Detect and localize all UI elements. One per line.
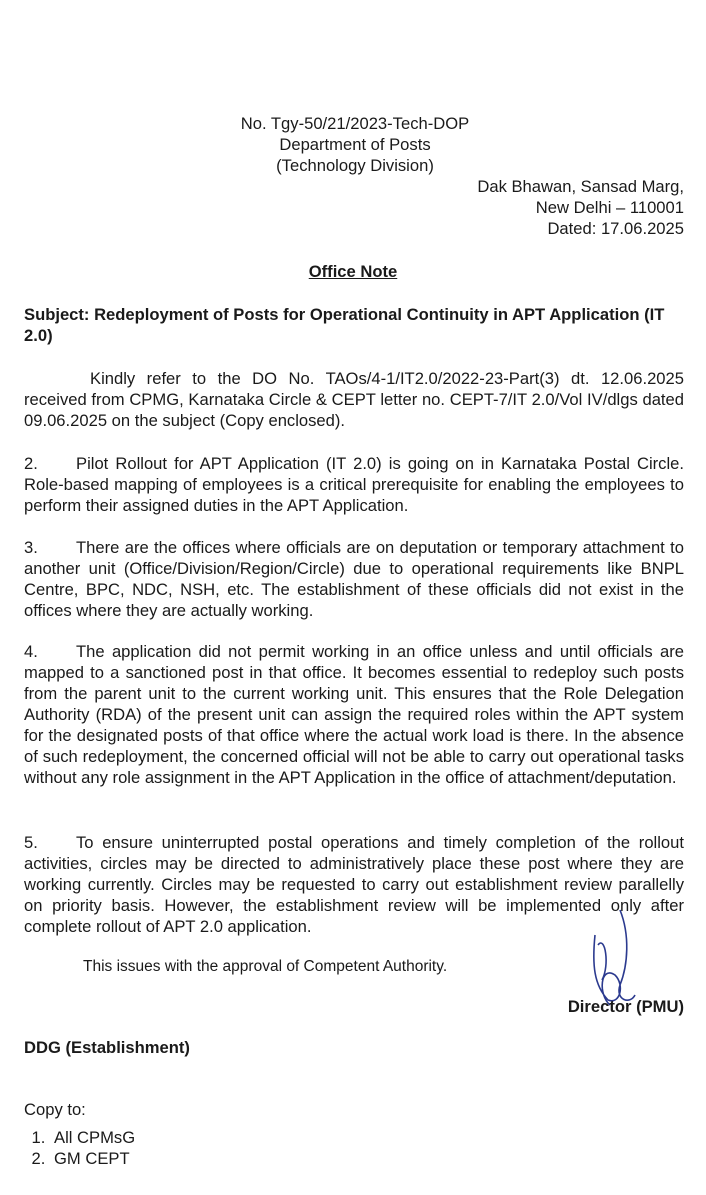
addressee: DDG (Establishment) <box>24 1038 190 1057</box>
paragraph-number: 5. <box>24 833 38 852</box>
address-block <box>477 176 684 239</box>
copy-to-section <box>24 1099 135 1169</box>
paragraph-number: 2. <box>24 454 38 473</box>
address-line-1: Dak Bhawan, Sansad Marg, <box>477 177 684 196</box>
paragraph-text: The application did not permit working in an office unless and until officials are mapped to a sanctioned post in that office. It becomes essential to redeploy such posts from the parent unit to the current working unit. This ensures that the Role Delegation Authority (RDA) of the present unit can assign the required roles within the APT system for the designated posts of that office where the actual work load is there. In the absence of such redeployment, the concerned official will not be able to carry out operational tasks without any role assignment in the APT Application in the office of attachment/deputation. <box>24 642 684 787</box>
paragraph-2 <box>24 453 684 516</box>
paragraph-number: 3. <box>24 538 38 557</box>
subject: Subject: Redeployment of Posts for Operational Continuity in APT Application (IT 2.0) <box>24 305 665 345</box>
document-header <box>200 113 510 176</box>
paragraph-text: There are the offices where officials are on deputation or temporary attachment to another unit (Office/Division/Region/Circle) due to operational requirements like BNPL Centre, BPC, NDC, NSH, etc. The establishment of these officials did not exist in the offices where they are actually working. <box>24 538 684 620</box>
paragraph-text: To ensure uninterrupted postal operations and timely completion of the rollout activities, circles may be directed to administratively place these post where they are working currently. Circles may be requested to carry out establishment review parallelly on priority basis. However, the establishment review will be implemented only after complete rollout of APT 2.0 application. <box>24 833 684 936</box>
signatory: Director (PMU) <box>567 997 684 1016</box>
date: Dated: 17.06.2025 <box>547 219 684 238</box>
paragraph-number: 4. <box>24 642 38 661</box>
paragraph-text: Pilot Rollout for APT Application (IT 2.0) is going on in Karnataka Postal Circle. Role-based mapping of employees is a critical prerequisite for enabling the employees to perform their assigned duties in the APT Application. <box>24 454 684 515</box>
paragraph-3 <box>24 537 684 621</box>
copy-to-item: 1. All CPMsG <box>50 1127 135 1148</box>
copy-to-label: Copy to: <box>24 1100 86 1119</box>
approval-line: This issues with the approval of Competent Authority. <box>83 958 448 975</box>
document-title: Office Note <box>308 262 398 281</box>
division-name: (Technology Division) <box>276 156 434 175</box>
department-name: Department of Posts <box>279 135 431 154</box>
address-line-2: New Delhi – 110001 <box>535 198 684 217</box>
paragraph-text: Kindly refer to the DO No. TAOs/4-1/IT2.0/2022-23-Part(3) dt. 12.06.2025 received from CPMG, Karnataka Circle & CEPT letter no. CEPT-7/IT 2.0/Vol IV/dlgs dated 09.06.2025 on the subject (Copy enclosed). <box>24 369 684 430</box>
paragraph-1 <box>24 368 684 431</box>
copy-to-list <box>24 1127 135 1169</box>
copy-to-item: 2. GM CEPT <box>50 1148 135 1169</box>
paragraph-4 <box>24 641 684 788</box>
file-number: No. Tgy-50/21/2023-Tech-DOP <box>240 114 470 133</box>
